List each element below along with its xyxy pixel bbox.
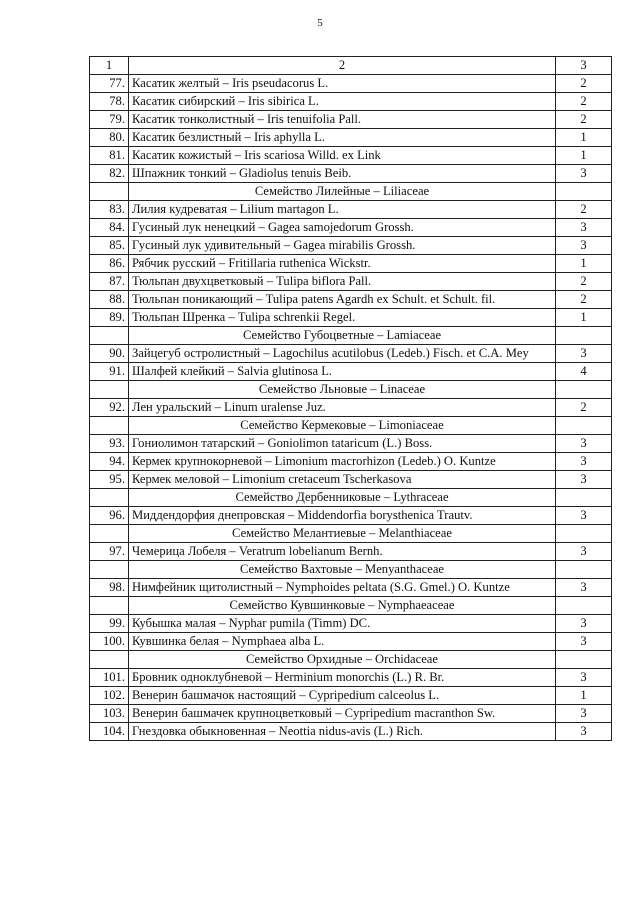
table-row <box>90 399 612 417</box>
species-latin-name: Lagochilus acutilobus (Ledeb.) Fisch. et C.A. Mey <box>272 346 529 360</box>
species-number: 92. <box>90 399 129 417</box>
species-number: 96. <box>90 507 129 525</box>
species-category: 3 <box>556 453 612 471</box>
species-russian-name: Кермек крупнокорневой – <box>132 454 275 468</box>
species-name <box>129 147 556 165</box>
species-russian-name: Тюльпан поникающий – <box>132 292 266 306</box>
species-russian-name: Лен уральский – <box>132 400 225 414</box>
table-row <box>90 165 612 183</box>
species-latin-name: Tulipa patens Agardh ex Schult. et Schult. fil. <box>265 292 496 306</box>
species-number: 87. <box>90 273 129 291</box>
species-russian-name: Чемерица Лобеля – <box>132 544 239 558</box>
family-row-spacer <box>556 561 612 579</box>
table-row <box>90 363 612 381</box>
species-name <box>129 345 556 363</box>
table-row <box>90 255 612 273</box>
species-category: 4 <box>556 363 612 381</box>
species-category: 3 <box>556 669 612 687</box>
species-category: 3 <box>556 471 612 489</box>
species-name <box>129 273 556 291</box>
table-row <box>90 345 612 363</box>
species-number: 88. <box>90 291 129 309</box>
species-name <box>129 111 556 129</box>
species-russian-name: Миддендорфия днепровская – <box>132 508 298 522</box>
table-row <box>90 219 612 237</box>
species-category: 3 <box>556 507 612 525</box>
species-name <box>129 75 556 93</box>
species-name <box>129 705 556 723</box>
species-category: 3 <box>556 615 612 633</box>
family-row-spacer <box>90 489 129 507</box>
species-category: 3 <box>556 219 612 237</box>
species-latin-name: Herminium monorchis (L.) R. Br. <box>274 670 445 684</box>
species-latin-name: Iris scariosa Willd. ex Link <box>244 148 381 162</box>
table-row <box>90 687 612 705</box>
species-latin-name: Nymphaea alba L. <box>231 634 325 648</box>
species-name <box>129 471 556 489</box>
species-number: 83. <box>90 201 129 219</box>
species-number: 102. <box>90 687 129 705</box>
species-category: 2 <box>556 273 612 291</box>
species-russian-name: Гусиный лук ненецкий – <box>132 220 268 234</box>
table-row <box>90 669 612 687</box>
species-name <box>129 615 556 633</box>
species-category: 1 <box>556 147 612 165</box>
species-number: 84. <box>90 219 129 237</box>
species-number: 85. <box>90 237 129 255</box>
species-name <box>129 669 556 687</box>
species-number: 95. <box>90 471 129 489</box>
species-russian-name: Кубышка малая – <box>132 616 229 630</box>
table-row <box>90 201 612 219</box>
table-row <box>90 291 612 309</box>
table-row <box>90 723 612 741</box>
species-number: 90. <box>90 345 129 363</box>
species-russian-name: Гусиный лук удивительный – <box>132 238 294 252</box>
species-russian-name: Зайцегуб остролистный – <box>132 346 273 360</box>
family-heading: Семейство Льновые – Linaceae <box>129 381 556 399</box>
species-russian-name: Лилия кудреватая – <box>132 202 240 216</box>
species-category: 3 <box>556 723 612 741</box>
species-name <box>129 435 556 453</box>
species-latin-name: Lilium martagon L. <box>239 202 339 216</box>
species-number: 89. <box>90 309 129 327</box>
species-table <box>89 56 612 741</box>
species-number: 101. <box>90 669 129 687</box>
table-row <box>90 543 612 561</box>
species-latin-name: Limonium cretaceum Tscherkasova <box>232 472 412 486</box>
table-row <box>90 237 612 255</box>
table-row <box>90 579 612 597</box>
species-name <box>129 633 556 651</box>
table-row <box>90 309 612 327</box>
species-name <box>129 543 556 561</box>
species-name <box>129 687 556 705</box>
species-latin-name: Iris pseudacorus L. <box>232 76 329 90</box>
species-latin-name: Iris sibirica L. <box>247 94 319 108</box>
family-row-spacer <box>556 525 612 543</box>
table-row <box>90 705 612 723</box>
species-number: 97. <box>90 543 129 561</box>
family-row-spacer <box>90 327 129 345</box>
family-row-spacer <box>90 561 129 579</box>
table-row <box>90 615 612 633</box>
species-category: 3 <box>556 345 612 363</box>
species-latin-name: Salvia glutinosa L. <box>237 364 333 378</box>
table-row <box>90 93 612 111</box>
species-number: 86. <box>90 255 129 273</box>
family-row <box>90 381 612 399</box>
species-number: 98. <box>90 579 129 597</box>
species-russian-name: Шпажник тонкий – <box>132 166 240 180</box>
species-category: 2 <box>556 111 612 129</box>
family-row-spacer <box>556 651 612 669</box>
species-category: 2 <box>556 201 612 219</box>
species-russian-name: Касатик сибирский – <box>132 94 248 108</box>
family-row <box>90 183 612 201</box>
species-category: 3 <box>556 237 612 255</box>
table-row <box>90 75 612 93</box>
species-russian-name: Тюльпан Шренка – <box>132 310 238 324</box>
species-category: 3 <box>556 705 612 723</box>
species-name <box>129 579 556 597</box>
species-category: 1 <box>556 687 612 705</box>
species-name <box>129 723 556 741</box>
family-row-spacer <box>90 597 129 615</box>
table-row <box>90 633 612 651</box>
table-row <box>90 471 612 489</box>
species-number: 77. <box>90 75 129 93</box>
species-category: 2 <box>556 93 612 111</box>
species-category: 3 <box>556 435 612 453</box>
species-name <box>129 507 556 525</box>
species-latin-name: Tulipa schrenkii Regel. <box>237 310 356 324</box>
species-number: 94. <box>90 453 129 471</box>
species-name <box>129 309 556 327</box>
species-latin-name: Veratrum lobelianum Bernh. <box>238 544 383 558</box>
species-latin-name: Gladiolus tenuis Beib. <box>239 166 352 180</box>
table-row <box>90 111 612 129</box>
family-row-spacer <box>90 381 129 399</box>
species-category: 1 <box>556 309 612 327</box>
family-heading: Семейство Вахтовые – Menyanthaceae <box>129 561 556 579</box>
table-row <box>90 507 612 525</box>
family-row <box>90 525 612 543</box>
family-row <box>90 561 612 579</box>
species-latin-name: Cypripedium macranthon Sw. <box>344 706 496 720</box>
family-row-spacer <box>556 327 612 345</box>
species-latin-name: Iris tenuifolia Pall. <box>266 112 362 126</box>
family-row-spacer <box>90 651 129 669</box>
species-name <box>129 201 556 219</box>
species-latin-name: Neottia nidus-avis (L.) Rich. <box>278 724 424 738</box>
species-number: 104. <box>90 723 129 741</box>
table-row <box>90 273 612 291</box>
species-russian-name: Кермек меловой – <box>132 472 233 486</box>
species-number: 79. <box>90 111 129 129</box>
species-latin-name: Linum uralense Juz. <box>224 400 326 414</box>
species-name <box>129 453 556 471</box>
header-col-category: 3 <box>556 57 612 75</box>
species-russian-name: Шалфей клейкий – <box>132 364 238 378</box>
family-row-spacer <box>90 417 129 435</box>
table-row <box>90 147 612 165</box>
table-row <box>90 453 612 471</box>
species-russian-name: Рябчик русский – <box>132 256 229 270</box>
family-heading: Семейство Лилейные – Liliaceae <box>129 183 556 201</box>
header-col-name: 2 <box>129 57 556 75</box>
species-latin-name: Limonium macrorhizon (Ledeb.) O. Kuntze <box>274 454 496 468</box>
species-name <box>129 165 556 183</box>
species-russian-name: Касатик тонколистный – <box>132 112 267 126</box>
species-russian-name: Кувшинка белая – <box>132 634 232 648</box>
species-russian-name: Касатик желтый – <box>132 76 233 90</box>
species-number: 82. <box>90 165 129 183</box>
species-number: 100. <box>90 633 129 651</box>
species-latin-name: Gagea mirabilis Grossh. <box>293 238 416 252</box>
species-category: 2 <box>556 291 612 309</box>
species-latin-name: Middendorfia borysthenica Trautv. <box>297 508 473 522</box>
species-russian-name: Бровник одноклубневой – <box>132 670 275 684</box>
species-name <box>129 363 556 381</box>
species-russian-name: Гнездовка обыкновенная – <box>132 724 279 738</box>
species-category: 3 <box>556 543 612 561</box>
species-russian-name: Касатик безлистный – <box>132 130 254 144</box>
species-russian-name: Гониолимон татарский – <box>132 436 268 450</box>
family-heading: Семейство Кермековые – Limoniaceae <box>129 417 556 435</box>
species-latin-name: Nyphar pumila (Timm) DC. <box>228 616 371 630</box>
species-latin-name: Nymphoides peltata (S.G. Gmel.) O. Kuntze <box>285 580 510 594</box>
species-russian-name: Венерин башмачек крупноцветковый – <box>132 706 345 720</box>
family-row-spacer <box>556 489 612 507</box>
species-russian-name: Нимфейник щитолистный – <box>132 580 286 594</box>
family-heading: Семейство Кувшинковые – Nymphaeaceae <box>129 597 556 615</box>
page-number: 5 <box>317 17 323 29</box>
species-category: 3 <box>556 633 612 651</box>
header-col-number: 1 <box>90 57 129 75</box>
family-heading: Семейство Дербенниковые – Lythraceae <box>129 489 556 507</box>
table-header-row <box>90 57 612 75</box>
species-number: 80. <box>90 129 129 147</box>
table-row <box>90 435 612 453</box>
family-row <box>90 651 612 669</box>
family-row <box>90 597 612 615</box>
species-latin-name: Gagea samojedorum Grossh. <box>267 220 414 234</box>
species-latin-name: Tulipa biflora Pall. <box>276 274 372 288</box>
table-row <box>90 129 612 147</box>
species-latin-name: Iris aphylla L. <box>253 130 325 144</box>
species-number: 91. <box>90 363 129 381</box>
family-row-spacer <box>90 525 129 543</box>
family-row <box>90 417 612 435</box>
family-row-spacer <box>556 183 612 201</box>
species-number: 81. <box>90 147 129 165</box>
species-latin-name: Cypripedium calceolus L. <box>308 688 440 702</box>
species-category: 1 <box>556 129 612 147</box>
family-row-spacer <box>556 417 612 435</box>
family-heading: Семейство Губоцветные – Lamiaceae <box>129 327 556 345</box>
species-category: 1 <box>556 255 612 273</box>
species-name <box>129 219 556 237</box>
species-name <box>129 255 556 273</box>
species-name <box>129 399 556 417</box>
species-latin-name: Fritillaria ruthenica Wickstr. <box>228 256 371 270</box>
species-name <box>129 129 556 147</box>
species-category: 3 <box>556 579 612 597</box>
family-row-spacer <box>90 183 129 201</box>
family-heading: Семейство Орхидные – Orchidaceae <box>129 651 556 669</box>
species-russian-name: Тюльпан двухцветковый – <box>132 274 277 288</box>
species-russian-name: Венерин башмачок настоящий – <box>132 688 309 702</box>
family-row-spacer <box>556 381 612 399</box>
species-category: 2 <box>556 75 612 93</box>
family-heading: Семейство Мелантиевые – Melanthiaceae <box>129 525 556 543</box>
family-row <box>90 327 612 345</box>
species-name <box>129 291 556 309</box>
species-number: 93. <box>90 435 129 453</box>
species-number: 103. <box>90 705 129 723</box>
family-row-spacer <box>556 597 612 615</box>
family-row <box>90 489 612 507</box>
species-russian-name: Касатик кожистый – <box>132 148 245 162</box>
species-category: 2 <box>556 399 612 417</box>
species-latin-name: Goniolimon tataricum (L.) Boss. <box>267 436 433 450</box>
species-number: 99. <box>90 615 129 633</box>
species-category: 3 <box>556 165 612 183</box>
species-number: 78. <box>90 93 129 111</box>
species-name <box>129 237 556 255</box>
species-name <box>129 93 556 111</box>
